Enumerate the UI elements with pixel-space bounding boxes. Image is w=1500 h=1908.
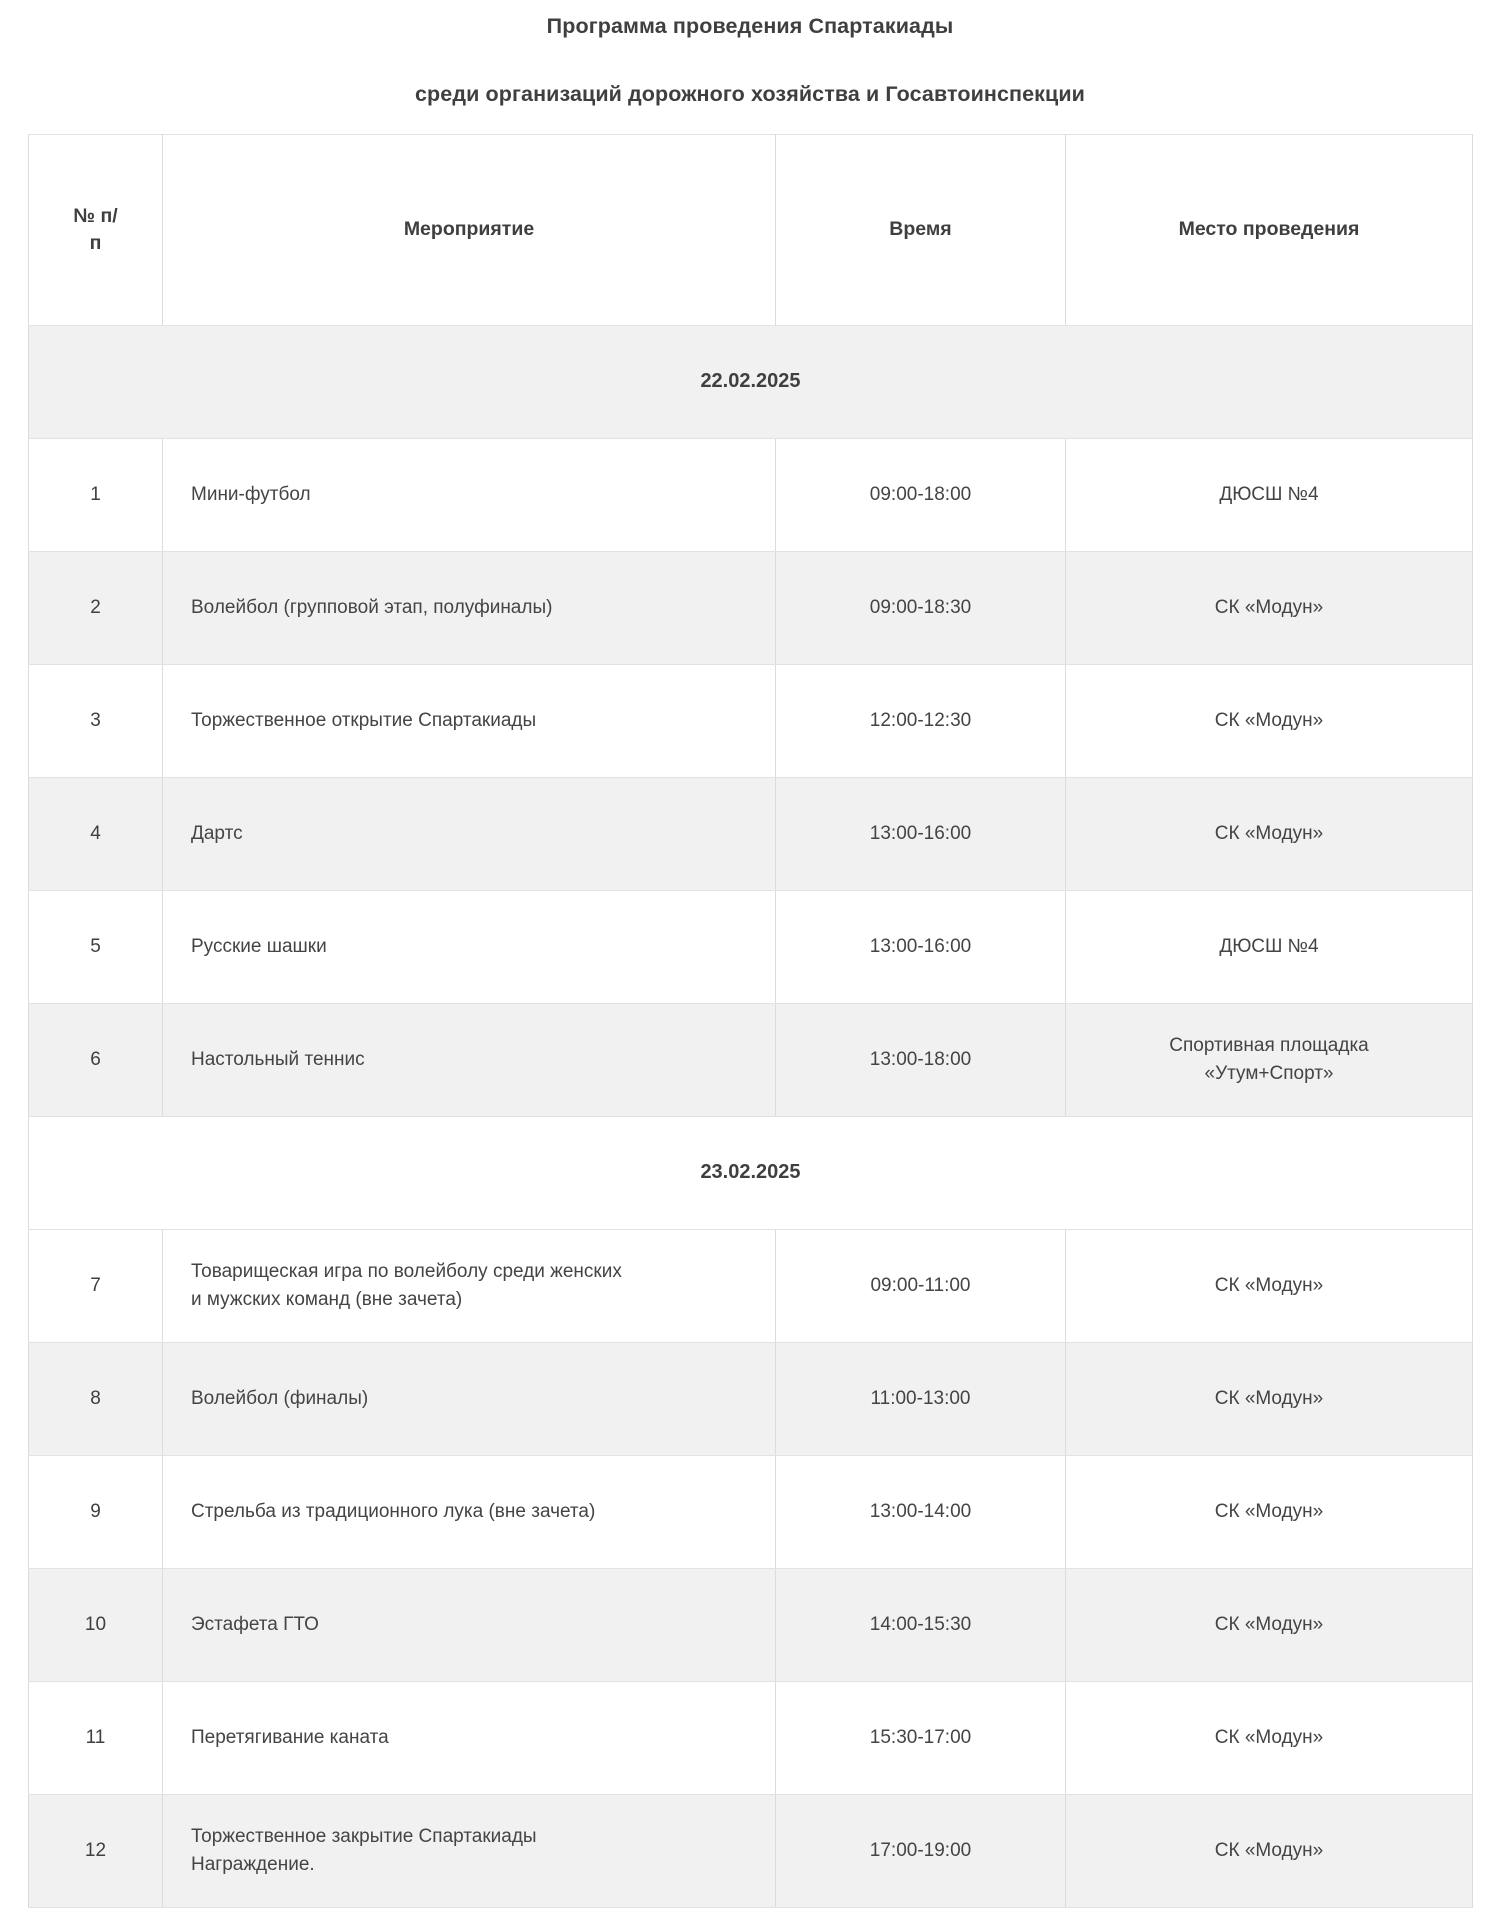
cell-place: СК «Модун» xyxy=(1066,1229,1473,1342)
cell-place: СК «Модун» xyxy=(1066,1455,1473,1568)
cell-number: 3 xyxy=(29,664,163,777)
cell-number: 9 xyxy=(29,1455,163,1568)
cell-time: 09:00-11:00 xyxy=(776,1229,1066,1342)
cell-event: Мини-футбол xyxy=(163,438,776,551)
cell-place: ДЮСШ №4 xyxy=(1066,438,1473,551)
cell-place: СК «Модун» xyxy=(1066,1342,1473,1455)
table-row xyxy=(29,1342,1473,1455)
cell-place: СК «Модун» xyxy=(1066,1568,1473,1681)
table-row xyxy=(29,890,1473,1003)
column-header-place: Место проведения xyxy=(1066,134,1473,325)
cell-number: 6 xyxy=(29,1003,163,1116)
cell-number: 2 xyxy=(29,551,163,664)
cell-event: Эстафета ГТО xyxy=(163,1568,776,1681)
page-subtitle: среди организаций дорожного хозяйства и Госавтоинспекции xyxy=(415,81,1085,106)
table-header-row xyxy=(29,134,1473,325)
cell-event: Русские шашки xyxy=(163,890,776,1003)
cell-time: 12:00-12:30 xyxy=(776,664,1066,777)
table-row xyxy=(29,1568,1473,1681)
date-separator-row xyxy=(29,1116,1473,1229)
cell-number: 4 xyxy=(29,777,163,890)
cell-place: СК «Модун» xyxy=(1066,664,1473,777)
cell-event: Перетягивание каната xyxy=(163,1681,776,1794)
cell-place: СК «Модун» xyxy=(1066,777,1473,890)
cell-time: 17:00-19:00 xyxy=(776,1794,1066,1907)
date-label: 22.02.2025 xyxy=(29,325,1473,438)
cell-time: 13:00-18:00 xyxy=(776,1003,1066,1116)
table-row xyxy=(29,1229,1473,1342)
column-header-event: Мероприятие xyxy=(163,134,776,325)
cell-event: Настольный теннис xyxy=(163,1003,776,1116)
cell-time: 13:00-16:00 xyxy=(776,777,1066,890)
cell-event: Дартс xyxy=(163,777,776,890)
cell-time: 09:00-18:00 xyxy=(776,438,1066,551)
cell-event: Торжественное открытие Спартакиады xyxy=(163,664,776,777)
table-row xyxy=(29,1681,1473,1794)
column-header-number-line1: № п/ xyxy=(73,205,118,228)
cell-event-line1: Торжественное закрытие Спартакиады xyxy=(191,1826,537,1848)
page-title: Программа проведения Спартакиады xyxy=(546,14,954,38)
schedule-table-container xyxy=(0,108,1500,1908)
cell-event-line2: и мужских команд (вне зачета) xyxy=(191,1288,463,1310)
cell-place: СК «Модун» xyxy=(1066,1794,1473,1907)
cell-place xyxy=(1066,1003,1473,1116)
cell-place: СК «Модун» xyxy=(1066,551,1473,664)
cell-time: 13:00-16:00 xyxy=(776,890,1066,1003)
cell-number: 7 xyxy=(29,1229,163,1342)
cell-number: 11 xyxy=(29,1681,163,1794)
cell-place-line1: Спортивная площадка xyxy=(1169,1035,1369,1057)
document-title-block xyxy=(0,0,1500,108)
cell-time: 15:30-17:00 xyxy=(776,1681,1066,1794)
cell-time: 11:00-13:00 xyxy=(776,1342,1066,1455)
cell-event-line2: Награждение. xyxy=(191,1853,315,1875)
date-label: 23.02.2025 xyxy=(29,1116,1473,1229)
date-separator-row xyxy=(29,325,1473,438)
cell-event: Стрельба из традиционного лука (вне зачета) xyxy=(163,1455,776,1568)
table-body xyxy=(29,325,1473,1907)
cell-place: СК «Модун» xyxy=(1066,1681,1473,1794)
table-row xyxy=(29,438,1473,551)
cell-event xyxy=(163,1794,776,1907)
table-row xyxy=(29,664,1473,777)
column-header-number xyxy=(29,134,163,325)
cell-number: 5 xyxy=(29,890,163,1003)
cell-number: 1 xyxy=(29,438,163,551)
cell-event: Волейбол (групповой этап, полуфиналы) xyxy=(163,551,776,664)
column-header-number-line2: п xyxy=(89,231,102,254)
cell-time: 13:00-14:00 xyxy=(776,1455,1066,1568)
table-head xyxy=(29,134,1473,325)
cell-event-line1: Товарищеская игра по волейболу среди женских xyxy=(191,1261,622,1283)
cell-number: 12 xyxy=(29,1794,163,1907)
cell-number: 10 xyxy=(29,1568,163,1681)
column-header-time: Время xyxy=(776,134,1066,325)
table-row xyxy=(29,1003,1473,1116)
cell-place: ДЮСШ №4 xyxy=(1066,890,1473,1003)
table-row xyxy=(29,1794,1473,1907)
cell-time: 09:00-18:30 xyxy=(776,551,1066,664)
table-row xyxy=(29,551,1473,664)
table-row xyxy=(29,1455,1473,1568)
schedule-table xyxy=(28,134,1473,1908)
cell-time: 14:00-15:30 xyxy=(776,1568,1066,1681)
table-row xyxy=(29,777,1473,890)
cell-event: Волейбол (финалы) xyxy=(163,1342,776,1455)
cell-place-line2: «Утум+Спорт» xyxy=(1204,1062,1334,1084)
cell-event xyxy=(163,1229,776,1342)
cell-number: 8 xyxy=(29,1342,163,1455)
